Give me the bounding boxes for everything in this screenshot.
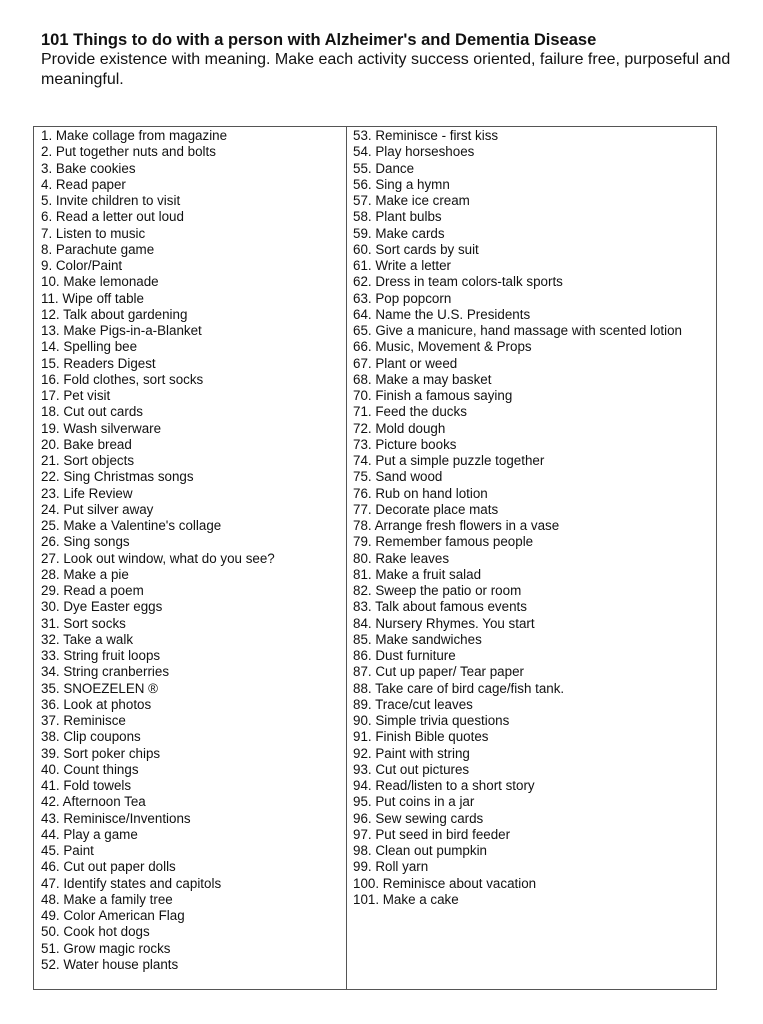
list-item: 68. Make a may basket (353, 371, 492, 387)
list-item: 95. Put coins in a jar (353, 794, 475, 810)
list-item: 22. Sing Christmas songs (41, 469, 194, 485)
list-item: 82. Sweep the patio or room (353, 583, 522, 598)
list-item: 37. Reminisce (41, 713, 126, 728)
list-item: 71. Feed the ducks (353, 404, 467, 420)
list-item: 4. Read paper (41, 176, 126, 192)
list-item: 11. Wipe off table (41, 290, 144, 306)
right-column (347, 127, 716, 989)
list-item: 51. Grow magic rocks (41, 940, 171, 956)
list-item: 9. Color/Paint (41, 258, 123, 273)
list-item: 90. Simple trivia questions (353, 713, 510, 728)
list-item: 27. Look out window, what do you see? (41, 550, 275, 566)
list-item: 94. Read/listen to a short story (353, 778, 535, 793)
list-item: 55. Dance (353, 160, 415, 176)
list-item: 41. Fold towels (41, 778, 132, 793)
left-column (34, 127, 347, 989)
list-item: 7. Listen to music (41, 225, 146, 241)
list-item: 44. Play a game (41, 826, 138, 842)
list-item: 38. Clip coupons (41, 729, 141, 745)
list-item: 8. Parachute game (41, 241, 155, 257)
list-item: 16. Fold clothes, sort socks (41, 371, 204, 387)
document-title: 101 Things to do with a person with Alzheimer's and Dementia Disease (41, 31, 597, 49)
list-item: 26. Sing songs (41, 534, 130, 550)
list-item: 83. Talk about famous events (353, 599, 527, 615)
list-item: 91. Finish Bible quotes (353, 729, 489, 745)
list-item: 49. Color American Flag (41, 908, 185, 923)
list-item: 50. Cook hot dogs (41, 924, 150, 940)
list-item: 101. Make a cake (353, 891, 459, 907)
list-item: 15. Readers Digest (41, 355, 156, 371)
list-item: 6. Read a letter out loud (41, 209, 184, 225)
list-item: 18. Cut out cards (41, 404, 143, 420)
list-item: 43. Reminisce/Inventions (41, 810, 191, 826)
list-item: 97. Put seed in bird feeder (353, 826, 511, 842)
document-header (41, 30, 731, 89)
list-item: 20. Bake bread (41, 436, 132, 452)
list-item: 42. Afternoon Tea (41, 794, 146, 810)
list-item: 1. Make collage from magazine (41, 128, 228, 143)
list-item: 10. Make lemonade (41, 274, 159, 290)
list-item: 24. Put silver away (41, 501, 154, 517)
list-item: 93. Cut out pictures (353, 761, 470, 777)
list-item: 84. Nursery Rhymes. You start (353, 615, 535, 631)
document-subtitle: Provide existence with meaning. Make each activity success oriented, failure free, purposeful and meaningful. (41, 51, 731, 88)
list-item: 87. Cut up paper/ Tear paper (353, 664, 524, 680)
list-item: 85. Make sandwiches (353, 631, 482, 647)
list-item: 32. Take a walk (41, 631, 134, 647)
list-item: 79. Remember famous people (353, 534, 534, 550)
list-item: 36. Look at photos (41, 696, 152, 712)
list-item: 2. Put together nuts and bolts (41, 144, 216, 160)
list-item: 28. Make a pie (41, 566, 129, 582)
list-item: 99. Roll yarn (353, 859, 429, 875)
list-item: 61. Write a letter (353, 258, 451, 273)
list-item: 66. Music, Movement & Props (353, 339, 532, 355)
list-item: 86. Dust furniture (353, 648, 456, 663)
list-item: 31. Sort socks (41, 615, 126, 631)
list-item: 13. Make Pigs-in-a-Blanket (41, 323, 202, 338)
list-item: 29. Read a poem (41, 583, 144, 598)
list-item: 63. Pop popcorn (353, 290, 452, 306)
list-item: 35. SNOEZELEN ® (41, 680, 159, 696)
list-item: 89. Trace/cut leaves (353, 696, 473, 712)
list-item: 19. Wash silverware (41, 420, 162, 436)
list-item: 53. Reminisce - first kiss (353, 128, 499, 143)
list-item: 17. Pet visit (41, 388, 111, 403)
list-item: 33. String fruit loops (41, 648, 161, 663)
list-item: 48. Make a family tree (41, 891, 173, 907)
list-item: 54. Play horseshoes (353, 144, 475, 160)
list-item: 40. Count things (41, 761, 139, 777)
list-item: 73. Picture books (353, 436, 457, 452)
list-item: 62. Dress in team colors-talk sports (353, 274, 563, 290)
list-item: 98. Clean out pumpkin (353, 843, 487, 858)
list-item: 47. Identify states and capitols (41, 875, 222, 891)
list-item: 30. Dye Easter eggs (41, 599, 163, 615)
list-item: 56. Sing a hymn (353, 176, 450, 192)
list-item: 59. Make cards (353, 225, 445, 241)
list-item: 58. Plant bulbs (353, 209, 442, 225)
list-item: 23. Life Review (41, 485, 133, 501)
activity-table (33, 126, 717, 990)
list-item: 45. Paint (41, 843, 94, 858)
list-item: 100. Reminisce about vacation (353, 875, 537, 891)
list-item: 39. Sort poker chips (41, 745, 161, 761)
list-item: 25. Make a Valentine's collage (41, 518, 222, 533)
list-item: 3. Bake cookies (41, 160, 136, 176)
list-item: 75. Sand wood (353, 469, 443, 485)
list-item: 70. Finish a famous saying (353, 388, 513, 403)
list-item: 65. Give a manicure, hand massage with scented lotion (353, 323, 682, 338)
list-item: 14. Spelling bee (41, 339, 138, 355)
list-item: 64. Name the U.S. Presidents (353, 306, 531, 322)
list-item: 52. Water house plants (41, 956, 179, 972)
list-item: 74. Put a simple puzzle together (353, 453, 545, 468)
list-item: 34. String cranberries (41, 664, 170, 680)
list-item: 67. Plant or weed (353, 355, 458, 371)
list-item: 57. Make ice cream (353, 193, 470, 208)
list-item: 81. Make a fruit salad (353, 566, 482, 582)
list-item: 76. Rub on hand lotion (353, 485, 488, 501)
list-item: 60. Sort cards by suit (353, 241, 479, 257)
list-item: 5. Invite children to visit (41, 193, 181, 208)
list-item: 21. Sort objects (41, 453, 135, 468)
list-item: 12. Talk about gardening (41, 306, 188, 322)
list-item: 88. Take care of bird cage/fish tank. (353, 680, 565, 696)
list-item: 96. Sew sewing cards (353, 810, 484, 826)
list-item: 78. Arrange fresh flowers in a vase (353, 518, 560, 533)
list-item: 72. Mold dough (353, 420, 446, 436)
list-item: 77. Decorate place mats (353, 501, 499, 517)
list-item: 92. Paint with string (353, 745, 470, 761)
list-item: 46. Cut out paper dolls (41, 859, 176, 875)
list-item: 80. Rake leaves (353, 550, 450, 566)
